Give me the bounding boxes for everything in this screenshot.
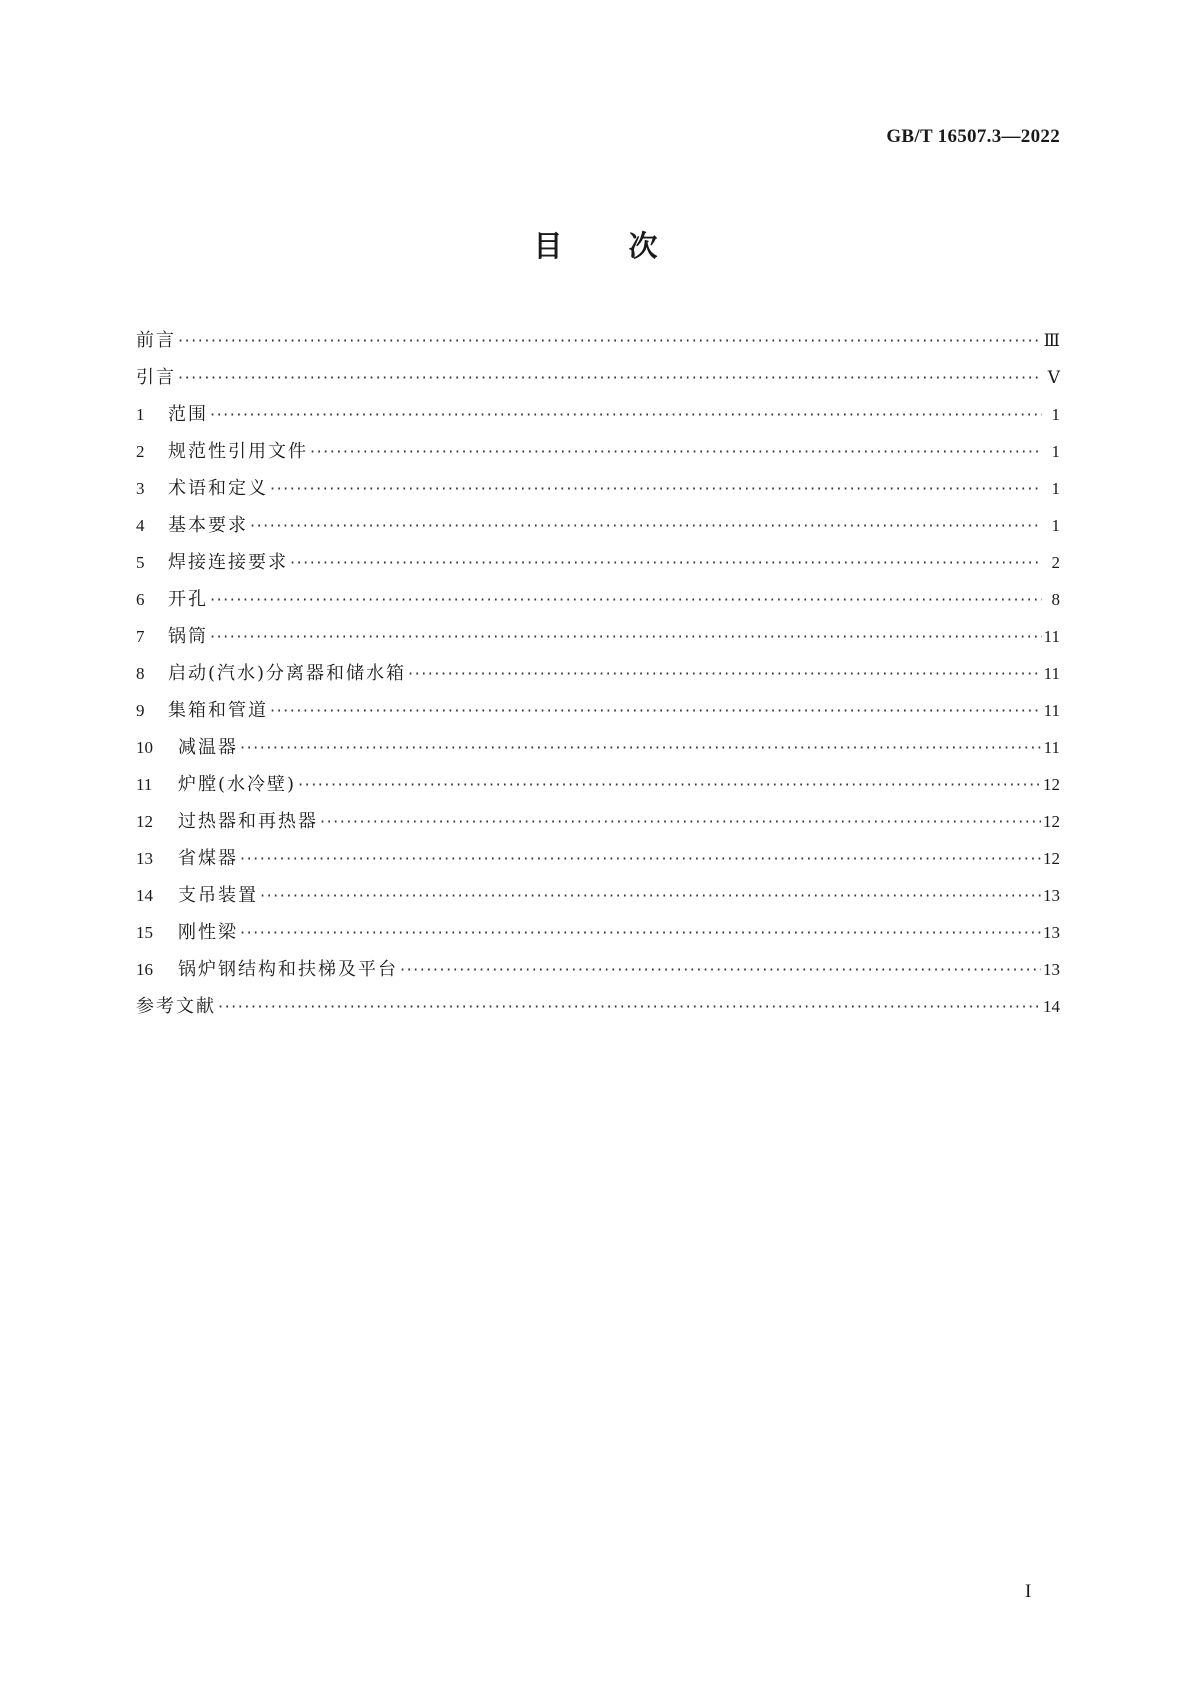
toc-entry-page: 14 [1043, 997, 1060, 1016]
toc-entry-page: 12 [1043, 812, 1060, 831]
toc-entry-number: 15 [136, 923, 153, 942]
toc-entry-page: 2 [1051, 553, 1060, 572]
toc-entry-label: 刚性梁 [178, 922, 238, 943]
dot-leader [210, 618, 1042, 655]
toc-entry-13[interactable] [136, 840, 1060, 877]
toc-entry-label: 前言 [136, 330, 176, 351]
toc-entry-page: 13 [1043, 923, 1060, 942]
toc-entry-foreword[interactable] [136, 322, 1060, 359]
toc-entry-page: 12 [1043, 775, 1060, 794]
toc-entry-15[interactable] [136, 914, 1060, 951]
dot-leader [250, 507, 1042, 544]
toc-entry-label: 基本要求 [168, 515, 248, 536]
toc-entry-number: 1 [136, 405, 145, 424]
dot-leader [310, 433, 1042, 470]
dot-leader [408, 655, 1042, 692]
toc-entry-page: 1 [1051, 479, 1060, 498]
dot-leader [270, 470, 1042, 507]
toc-entry-number: 6 [136, 590, 145, 609]
toc-entry-number: 5 [136, 553, 145, 572]
dot-leader [240, 914, 1041, 951]
toc-entry-2[interactable] [136, 433, 1060, 470]
toc-entry-page: 11 [1043, 701, 1060, 720]
toc-entry-label: 术语和定义 [168, 478, 268, 499]
toc-entry-page: 8 [1051, 590, 1060, 609]
dot-leader [178, 359, 1042, 396]
toc-entry-page: 11 [1043, 738, 1060, 757]
toc-entry-number: 14 [136, 886, 153, 905]
dot-leader [260, 877, 1041, 914]
toc-entry-number: 2 [136, 442, 145, 461]
toc-entry-1[interactable] [136, 396, 1060, 433]
dot-leader [218, 988, 1041, 1025]
toc-entry-page: Ⅲ [1043, 331, 1060, 350]
toc-entry-page: 1 [1051, 442, 1060, 461]
toc-entry-number: 13 [136, 849, 153, 868]
dot-leader [400, 951, 1041, 988]
toc-entry-page: 1 [1051, 516, 1060, 535]
dot-leader [290, 544, 1042, 581]
toc-entry-number: 9 [136, 701, 145, 720]
toc-entry-page: 13 [1043, 886, 1060, 905]
page-number: I [1025, 1581, 1032, 1602]
toc-entry-label: 省煤器 [178, 848, 238, 869]
toc-entry-number: 16 [136, 960, 153, 979]
toc-entry-number: 7 [136, 627, 145, 646]
toc-entry-number: 12 [136, 812, 153, 831]
dot-leader [210, 581, 1042, 618]
toc-entry-page: 1 [1051, 405, 1060, 424]
toc-entry-page: 12 [1043, 849, 1060, 868]
toc-entry-14[interactable] [136, 877, 1060, 914]
title-char-1: 目 [533, 229, 563, 263]
toc-entry-label: 引言 [136, 367, 176, 388]
toc-entry-number: 11 [136, 775, 153, 794]
toc-entry-8[interactable] [136, 655, 1060, 692]
title-char-2: 次 [628, 229, 658, 263]
toc-entry-label: 减温器 [178, 737, 238, 758]
toc-entry-label: 范围 [168, 404, 208, 425]
toc-entry-page: Ⅴ [1047, 368, 1060, 387]
toc-entry-label: 锅筒 [168, 626, 208, 647]
toc-entry-5[interactable] [136, 544, 1060, 581]
toc-entry-label: 支吊装置 [178, 885, 258, 906]
page-title [0, 224, 1191, 265]
toc-entry-bibliography[interactable] [136, 988, 1060, 1025]
toc-entry-label: 规范性引用文件 [168, 441, 308, 462]
toc-entry-number: 8 [136, 664, 145, 683]
toc-entry-9[interactable] [136, 692, 1060, 729]
toc-entry-6[interactable] [136, 581, 1060, 618]
standard-number: GB/T 16507.3—2022 [886, 126, 1060, 147]
toc-entry-label: 启动(汽水)分离器和储水箱 [168, 663, 407, 684]
toc-entry-label: 焊接连接要求 [168, 552, 288, 573]
toc-entry-label: 开孔 [168, 589, 208, 610]
toc-entry-page: 11 [1043, 664, 1060, 683]
toc-entry-12[interactable] [136, 803, 1060, 840]
dot-leader [270, 692, 1042, 729]
dot-leader [298, 766, 1041, 803]
toc-entry-4[interactable] [136, 507, 1060, 544]
table-of-contents [136, 322, 1060, 1025]
toc-entry-introduction[interactable] [136, 359, 1060, 396]
toc-entry-label: 参考文献 [136, 996, 216, 1017]
toc-entry-page: 11 [1043, 627, 1060, 646]
dot-leader [210, 396, 1042, 433]
toc-entry-3[interactable] [136, 470, 1060, 507]
dot-leader [320, 803, 1041, 840]
toc-entry-11[interactable] [136, 766, 1060, 803]
dot-leader [240, 840, 1041, 877]
toc-entry-10[interactable] [136, 729, 1060, 766]
toc-entry-label: 过热器和再热器 [178, 811, 318, 832]
toc-entry-16[interactable] [136, 951, 1060, 988]
dot-leader [178, 322, 1042, 359]
toc-entry-number: 10 [136, 738, 153, 757]
toc-entry-label: 集箱和管道 [168, 700, 268, 721]
toc-entry-label: 炉膛(水冷壁) [178, 774, 297, 795]
toc-entry-label: 锅炉钢结构和扶梯及平台 [178, 959, 398, 980]
toc-entry-number: 4 [136, 516, 145, 535]
toc-entry-page: 13 [1043, 960, 1060, 979]
toc-entry-7[interactable] [136, 618, 1060, 655]
toc-entry-number: 3 [136, 479, 145, 498]
dot-leader [240, 729, 1042, 766]
